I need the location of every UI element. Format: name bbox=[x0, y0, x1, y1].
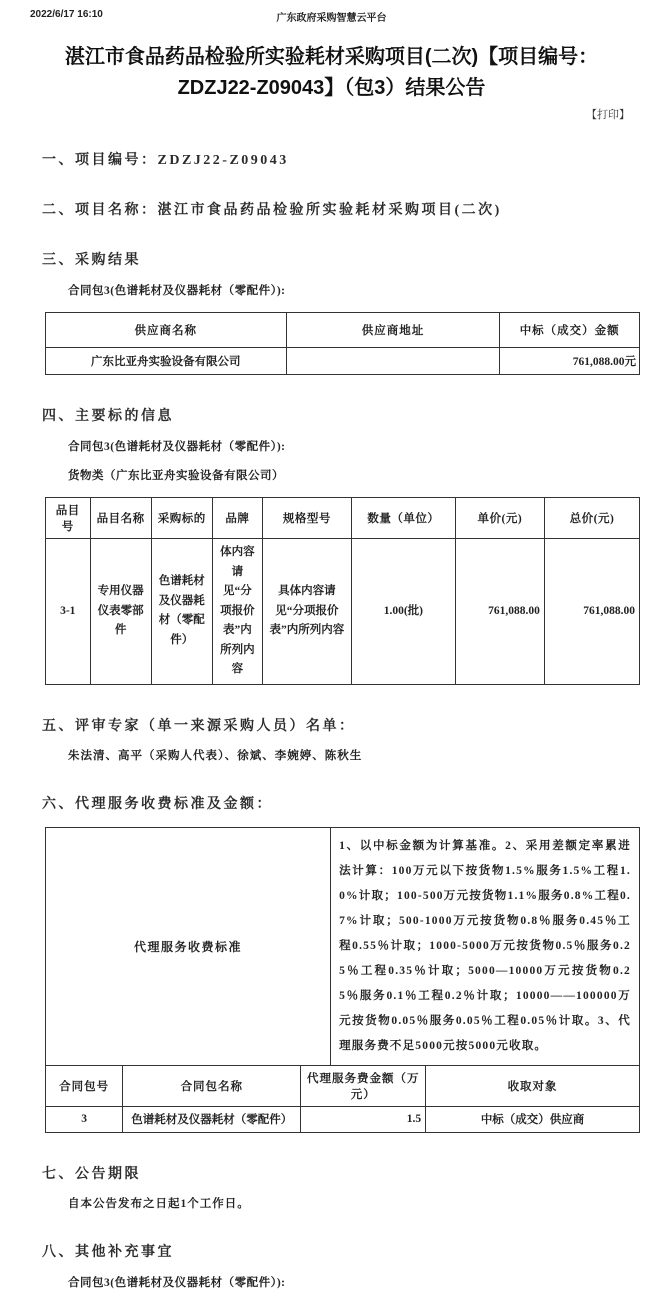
item-name-cell: 专用仪器仪表零部件 bbox=[90, 539, 151, 685]
spec-cell: 具体内容请见“分项报价表”内所列内容 bbox=[262, 539, 351, 685]
fee-standard-label-cell: 代理服务收费标准 bbox=[46, 827, 331, 1065]
section-3-procurement-result: 三、采购结果 bbox=[42, 253, 141, 268]
section-8-other-matters: 八、其他补充事宜 bbox=[42, 1244, 174, 1260]
col-total-price: 总价(元) bbox=[544, 498, 639, 539]
fee-amount-table bbox=[45, 1065, 640, 1133]
target-cell: 色谱耗材及仪器耗材（零配件） bbox=[151, 539, 212, 685]
fee-amount-row bbox=[46, 1106, 640, 1132]
payer-cell: 中标（成交）供应商 bbox=[426, 1106, 640, 1132]
section-5-experts-list: 五、评审专家（单一来源采购人员）名单： bbox=[42, 718, 356, 734]
item-no-cell: 3-1 bbox=[46, 539, 91, 685]
supplier-table bbox=[45, 312, 640, 375]
document-body bbox=[42, 149, 640, 1290]
section-4-package-line: 合同包3(色谱耗材及仪器耗材（零配件）): bbox=[68, 441, 286, 453]
col-target: 采购标的 bbox=[151, 498, 212, 539]
print-row bbox=[0, 106, 630, 122]
supplier-table-header-row bbox=[46, 313, 640, 348]
section-2-project-name: 二、项目名称：湛江市食品药品检验所实验耗材采购项目(二次) bbox=[42, 203, 502, 218]
fee-amount-cell: 1.5 bbox=[301, 1106, 426, 1132]
col-supplier-name: 供应商名称 bbox=[46, 313, 287, 348]
col-unit-price: 单价(元) bbox=[455, 498, 544, 539]
experts-names: 朱法清、高平（采购人代表）、徐斌、李婉婷、陈秋生 bbox=[68, 749, 363, 762]
print-button[interactable]: 【打印】 bbox=[586, 109, 630, 121]
col-fee-amount: 代理服务费金额（万元） bbox=[301, 1065, 426, 1106]
col-qty: 数量（单位） bbox=[351, 498, 455, 539]
supplier-name-cell: 广东比亚舟实验设备有限公司 bbox=[46, 348, 287, 375]
section-3-package-line: 合同包3(色谱耗材及仪器耗材（零配件）): bbox=[68, 285, 286, 297]
supplier-address-cell bbox=[286, 348, 500, 375]
section-6-agency-fee: 六、代理服务收费标准及金额： bbox=[42, 796, 273, 812]
fee-standard-text-cell: 1、以中标金额为计算基准。2、采用差额定率累进法计算：100万元以下按货物1.5%服务1.5%工程1.0%计取；100-500万元按货物1.1%服务0.8%工程0.7%计取；500-1000万元按货物0.8％服务0.45％工程0.55％计取；1000-5000万元按货物0.5％服务0.25％工程0.35％计取；5000—10000万元按货物0.25％服务0.1％工程0.2％计取；10000——100000万元按货物0.05％服务0.05％工程0.05％计取。3、代理服务费不足5000元按5000元收取。 bbox=[331, 827, 640, 1065]
award-amount-cell: 761,088.00元 bbox=[500, 348, 640, 375]
package-no-cell: 3 bbox=[46, 1106, 123, 1132]
qty-cell: 1.00(批) bbox=[351, 539, 455, 685]
fee-standard-table bbox=[45, 827, 640, 1066]
col-supplier-address: 供应商地址 bbox=[286, 313, 500, 348]
fee-amount-header-row bbox=[46, 1065, 640, 1106]
col-item-name: 品目名称 bbox=[90, 498, 151, 539]
items-table-header-row bbox=[46, 498, 640, 539]
page-title: 湛江市食品药品检验所实验耗材采购项目(二次)【项目编号：ZDZJ22-Z09043】（包3）结果公告 bbox=[64, 46, 599, 99]
fee-standard-row bbox=[46, 827, 640, 1065]
unit-price-cell: 761,088.00 bbox=[455, 539, 544, 685]
brand-cell: 体内容请见“分项报价表”内所列内容 bbox=[212, 539, 262, 685]
col-spec: 规格型号 bbox=[262, 498, 351, 539]
supplier-table-row bbox=[46, 348, 640, 375]
col-brand: 品牌 bbox=[212, 498, 262, 539]
package-name-cell: 色谱耗材及仪器耗材（零配件） bbox=[123, 1106, 301, 1132]
total-price-cell: 761,088.00 bbox=[544, 539, 639, 685]
items-table-row bbox=[46, 539, 640, 685]
timestamp: 2022/6/17 16:10 bbox=[30, 9, 103, 20]
col-package-name: 合同包名称 bbox=[123, 1065, 301, 1106]
platform-name: 广东政府采购智慧云平台 bbox=[276, 13, 387, 24]
col-package-no: 合同包号 bbox=[46, 1065, 123, 1106]
col-payer: 收取对象 bbox=[426, 1065, 640, 1106]
items-table bbox=[45, 497, 640, 685]
col-award-amount: 中标（成交）金额 bbox=[500, 313, 640, 348]
section-4-category-line: 货物类（广东比亚舟实验设备有限公司） bbox=[68, 470, 284, 482]
section-7-announcement-period: 七、公告期限 bbox=[42, 1166, 141, 1182]
section-4-main-subject-info: 四、主要标的信息 bbox=[42, 409, 174, 424]
announcement-period-text: 自本公告发布之日起1个工作日。 bbox=[68, 1197, 250, 1210]
top-bar bbox=[0, 0, 663, 22]
section-8-package-line: 合同包3(色谱耗材及仪器耗材（零配件）): bbox=[68, 1276, 286, 1289]
col-item-no: 品目号 bbox=[46, 498, 91, 539]
section-1-project-number: 一、项目编号：ZDZJ22-Z09043 bbox=[42, 153, 289, 168]
